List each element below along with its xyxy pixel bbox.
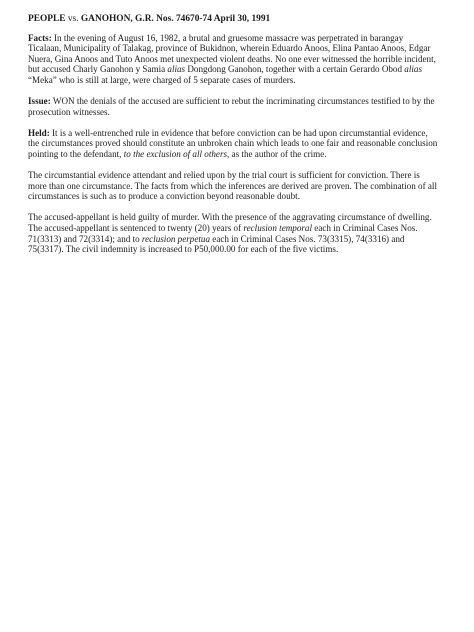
case-title-left: PEOPLE bbox=[28, 14, 66, 24]
held-text-1: It is a well-entrenched rule in evidence that before conviction can be had upon circumstantial evidence, the circumstances proved should constitute an unbroken chain which leads to one fair and reasonable conclusion pointing to the defendant, bbox=[28, 127, 438, 159]
case-title-right: GANOHON, G.R. Nos. 74670-74 April 30, 1991 bbox=[80, 14, 271, 24]
facts-text-3: “Meka” who is still at large, were charged of 5 separate cases of murders. bbox=[28, 74, 296, 85]
facts-label: Facts: bbox=[28, 32, 52, 43]
facts-text-1: In the evening of August 16, 1982, a brutal and gruesome massacre was perpetrated in barangay Ticalaan, Municipality of Talakag, province of Bukidnon, wherein Eduardo Anoos, Elina Pantao Anoos, Edgar Nuera, Gina Anoos and Tuto Anoos met unexpected violent deaths. No one ever witnessed the horrible incident, but accused Charly Ganohon y Samia bbox=[28, 32, 436, 75]
sentence-text-3: each in Criminal Cases Nos. 73(3315), 74(3316) and 75(3317). The civil indemnity is increased to P50,000.00 for each of the five victims. bbox=[28, 233, 405, 255]
sentence-text-1: The accused-appellant is held guilty of murder. With the presence of the aggravating circumstance of dwelling. The accused-appellant is sentenced to twenty (20) years of bbox=[28, 212, 432, 233]
sentence-emphasis-1: reclusion temporal bbox=[243, 222, 313, 233]
facts-alias-1: alias bbox=[167, 64, 186, 75]
case-title-vs: vs. bbox=[65, 14, 81, 24]
facts-alias-2: alias bbox=[404, 64, 422, 75]
facts-paragraph bbox=[28, 33, 438, 86]
held-label: Held: bbox=[28, 127, 50, 138]
facts-text-2: Dongdong Ganohon, together with a certain Gerardo Obod bbox=[185, 64, 405, 75]
issue-text: WON the denials of the accused are sufficient to rebut the incriminating circumstances testified to by the prosecution witnesses. bbox=[28, 96, 435, 117]
held-emphasis: to the exclusion of all others bbox=[123, 148, 228, 159]
issue-label: Issue: bbox=[28, 96, 51, 107]
circumstantial-evidence-paragraph: The circumstantial evidence attendant and relied upon by the trial court is sufficient for conviction. There is more than one circumstance. The facts from which the inferences are derived are proven. The combination of all circumstances is such as to produce a conviction beyond reasonable doubt. bbox=[28, 170, 437, 202]
held-text-2: , as the author of the crime. bbox=[227, 148, 327, 159]
sentence-emphasis-2: reclusion perpetua bbox=[141, 233, 211, 244]
case-title bbox=[28, 14, 438, 25]
held-paragraph bbox=[28, 128, 438, 160]
issue-paragraph bbox=[28, 96, 438, 117]
sentence-text-2: each in Criminal Cases Nos. 71(3313) and 72(3314); and to bbox=[28, 222, 418, 244]
sentence-paragraph bbox=[28, 212, 438, 254]
